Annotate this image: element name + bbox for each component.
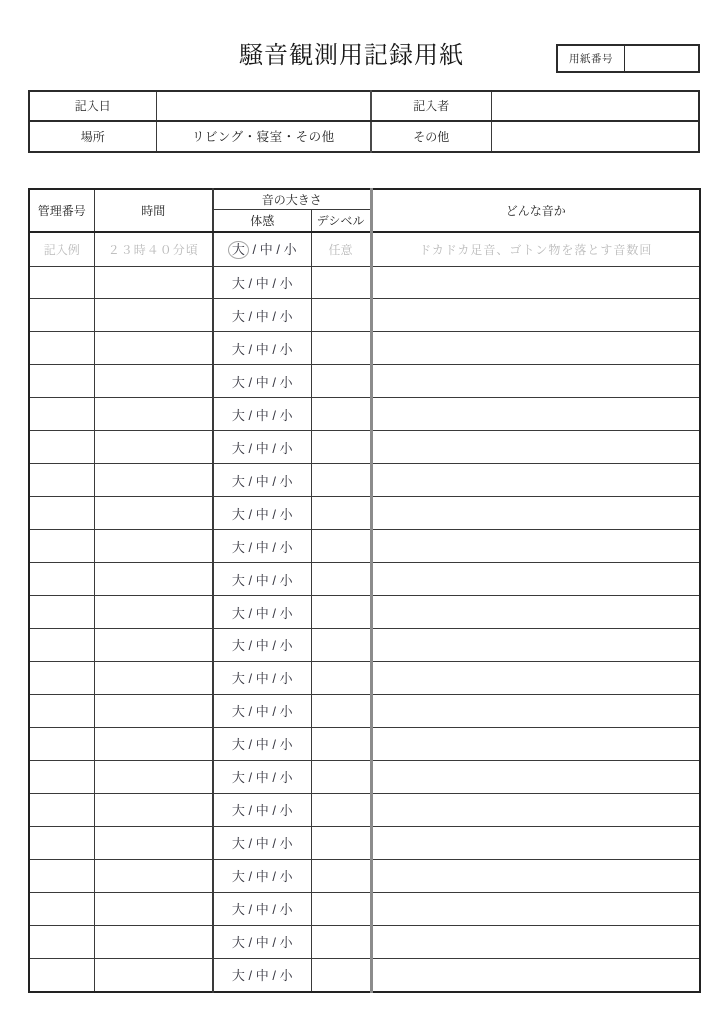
observation-row — [29, 365, 700, 398]
management-number-cell — [29, 497, 94, 530]
place-value: リビング・寝室・その他 — [156, 121, 371, 152]
decibel-cell — [311, 628, 371, 661]
decibel-cell — [311, 464, 371, 497]
management-number-cell — [29, 365, 94, 398]
sound-kind-cell — [371, 760, 700, 793]
sensation-cell: 大 / 中 / 小 — [213, 925, 311, 958]
management-number-cell — [29, 431, 94, 464]
sound-kind-cell — [371, 694, 700, 727]
sound-kind-cell — [371, 925, 700, 958]
observation-row — [29, 530, 700, 563]
observation-row — [29, 596, 700, 629]
example-row — [29, 232, 700, 266]
management-number-cell — [29, 727, 94, 760]
decibel-cell — [311, 661, 371, 694]
col-header-loudness-group: 音の大きさ — [213, 189, 371, 209]
observation-row — [29, 925, 700, 958]
circled-selection-mark: 大 — [228, 241, 249, 259]
observation-row — [29, 859, 700, 892]
management-number-cell — [29, 826, 94, 859]
management-number-cell — [29, 892, 94, 925]
management-number-cell — [29, 925, 94, 958]
decibel-cell — [311, 332, 371, 365]
sensation-cell: 大 / 中 / 小 — [213, 530, 311, 563]
time-cell — [94, 892, 213, 925]
sensation-cell: 大 / 中 / 小 — [213, 661, 311, 694]
decibel-cell — [311, 398, 371, 431]
sound-kind-cell — [371, 365, 700, 398]
example-time: ２３時４０分頃 — [94, 232, 213, 266]
sensation-cell: 大 / 中 / 小 — [213, 826, 311, 859]
observation-row — [29, 760, 700, 793]
recorder-value — [491, 91, 699, 121]
decibel-cell — [311, 431, 371, 464]
decibel-cell — [311, 958, 371, 992]
management-number-cell — [29, 464, 94, 497]
decibel-cell — [311, 563, 371, 596]
decibel-cell — [311, 760, 371, 793]
entry-date-label: 記入日 — [29, 91, 156, 121]
time-cell — [94, 332, 213, 365]
observation-row — [29, 661, 700, 694]
info-row-place — [29, 121, 699, 152]
time-cell — [94, 563, 213, 596]
info-row-date — [29, 91, 699, 121]
time-cell — [94, 398, 213, 431]
management-number-cell — [29, 628, 94, 661]
time-cell — [94, 958, 213, 992]
sound-kind-cell — [371, 596, 700, 629]
decibel-cell — [311, 694, 371, 727]
observation-row — [29, 299, 700, 332]
decibel-cell — [311, 793, 371, 826]
sensation-cell: 大 / 中 / 小 — [213, 892, 311, 925]
sound-kind-cell — [371, 661, 700, 694]
sheet-number-label: 用紙番号 — [558, 46, 625, 71]
sound-kind-cell — [371, 530, 700, 563]
example-decibel: 任意 — [311, 232, 371, 266]
sensation-cell: 大 / 中 / 小 — [213, 266, 311, 299]
management-number-cell — [29, 596, 94, 629]
observation-row — [29, 958, 700, 992]
sensation-cell: 大 / 中 / 小 — [213, 365, 311, 398]
decibel-cell — [311, 826, 371, 859]
observation-row — [29, 793, 700, 826]
decibel-cell — [311, 530, 371, 563]
observation-row — [29, 431, 700, 464]
col-header-time: 時間 — [94, 189, 213, 232]
decibel-cell — [311, 299, 371, 332]
sensation-cell: 大 / 中 / 小 — [213, 958, 311, 992]
time-cell — [94, 727, 213, 760]
col-header-management-number: 管理番号 — [29, 189, 94, 232]
other-label: その他 — [371, 121, 491, 152]
decibel-cell — [311, 859, 371, 892]
management-number-cell — [29, 694, 94, 727]
sound-kind-cell — [371, 826, 700, 859]
sheet-number-box — [556, 44, 700, 73]
other-value — [491, 121, 699, 152]
col-header-decibel: デシベル — [311, 209, 371, 232]
time-cell — [94, 793, 213, 826]
management-number-cell — [29, 793, 94, 826]
example-sensation-rest: / 中 / 小 — [248, 242, 297, 258]
sensation-cell: 大 / 中 / 小 — [213, 497, 311, 530]
time-cell — [94, 925, 213, 958]
sensation-cell: 大 / 中 / 小 — [213, 563, 311, 596]
info-table — [28, 90, 700, 153]
time-cell — [94, 628, 213, 661]
sound-kind-cell — [371, 266, 700, 299]
time-cell — [94, 859, 213, 892]
observation-table — [28, 188, 701, 993]
sound-kind-cell — [371, 497, 700, 530]
sensation-cell: 大 / 中 / 小 — [213, 596, 311, 629]
sensation-cell: 大 / 中 / 小 — [213, 332, 311, 365]
example-sensation — [213, 232, 311, 266]
management-number-cell — [29, 958, 94, 992]
sound-kind-cell — [371, 793, 700, 826]
col-header-sound-kind: どんな音か — [371, 189, 700, 232]
time-cell — [94, 365, 213, 398]
management-number-cell — [29, 530, 94, 563]
observation-row — [29, 464, 700, 497]
time-cell — [94, 464, 213, 497]
time-cell — [94, 497, 213, 530]
decibel-cell — [311, 365, 371, 398]
decibel-cell — [311, 727, 371, 760]
decibel-cell — [311, 925, 371, 958]
col-header-sensation: 体感 — [213, 209, 311, 232]
example-management-number: 記入例 — [29, 232, 94, 266]
observation-row — [29, 892, 700, 925]
place-label: 場所 — [29, 121, 156, 152]
time-cell — [94, 299, 213, 332]
observation-row — [29, 497, 700, 530]
management-number-cell — [29, 563, 94, 596]
recorder-label: 記入者 — [371, 91, 491, 121]
sound-kind-cell — [371, 299, 700, 332]
sound-kind-cell — [371, 431, 700, 464]
time-cell — [94, 694, 213, 727]
main-table-body — [29, 232, 700, 992]
observation-row — [29, 563, 700, 596]
sensation-cell: 大 / 中 / 小 — [213, 859, 311, 892]
sound-kind-cell — [371, 958, 700, 992]
sound-kind-cell — [371, 628, 700, 661]
management-number-cell — [29, 266, 94, 299]
observation-row — [29, 332, 700, 365]
observation-row — [29, 266, 700, 299]
page-title: 騒音観測用記録用紙 — [239, 42, 464, 69]
sound-kind-cell — [371, 464, 700, 497]
management-number-cell — [29, 859, 94, 892]
time-cell — [94, 661, 213, 694]
sound-kind-cell — [371, 563, 700, 596]
sensation-cell: 大 / 中 / 小 — [213, 694, 311, 727]
management-number-cell — [29, 661, 94, 694]
sound-kind-cell — [371, 892, 700, 925]
management-number-cell — [29, 332, 94, 365]
sensation-cell: 大 / 中 / 小 — [213, 464, 311, 497]
time-cell — [94, 596, 213, 629]
observation-row — [29, 826, 700, 859]
entry-date-value — [156, 91, 371, 121]
sensation-cell: 大 / 中 / 小 — [213, 628, 311, 661]
sound-kind-cell — [371, 859, 700, 892]
decibel-cell — [311, 892, 371, 925]
observation-row — [29, 628, 700, 661]
observation-row — [29, 398, 700, 431]
sound-kind-cell — [371, 332, 700, 365]
management-number-cell — [29, 299, 94, 332]
example-sound-kind: ドカドカ足音、ゴトン物を落とす音数回 — [371, 232, 700, 266]
time-cell — [94, 530, 213, 563]
decibel-cell — [311, 497, 371, 530]
time-cell — [94, 266, 213, 299]
management-number-cell — [29, 760, 94, 793]
decibel-cell — [311, 266, 371, 299]
decibel-cell — [311, 596, 371, 629]
observation-row — [29, 694, 700, 727]
sensation-cell: 大 / 中 / 小 — [213, 431, 311, 464]
sensation-cell: 大 / 中 / 小 — [213, 727, 311, 760]
management-number-cell — [29, 398, 94, 431]
sensation-cell: 大 / 中 / 小 — [213, 760, 311, 793]
observation-row — [29, 727, 700, 760]
sensation-cell: 大 / 中 / 小 — [213, 299, 311, 332]
time-cell — [94, 760, 213, 793]
sound-kind-cell — [371, 727, 700, 760]
time-cell — [94, 431, 213, 464]
observation-table-header — [29, 189, 700, 232]
sheet-number-value — [625, 46, 698, 71]
sensation-cell: 大 / 中 / 小 — [213, 398, 311, 431]
sensation-cell: 大 / 中 / 小 — [213, 793, 311, 826]
time-cell — [94, 826, 213, 859]
sound-kind-cell — [371, 398, 700, 431]
